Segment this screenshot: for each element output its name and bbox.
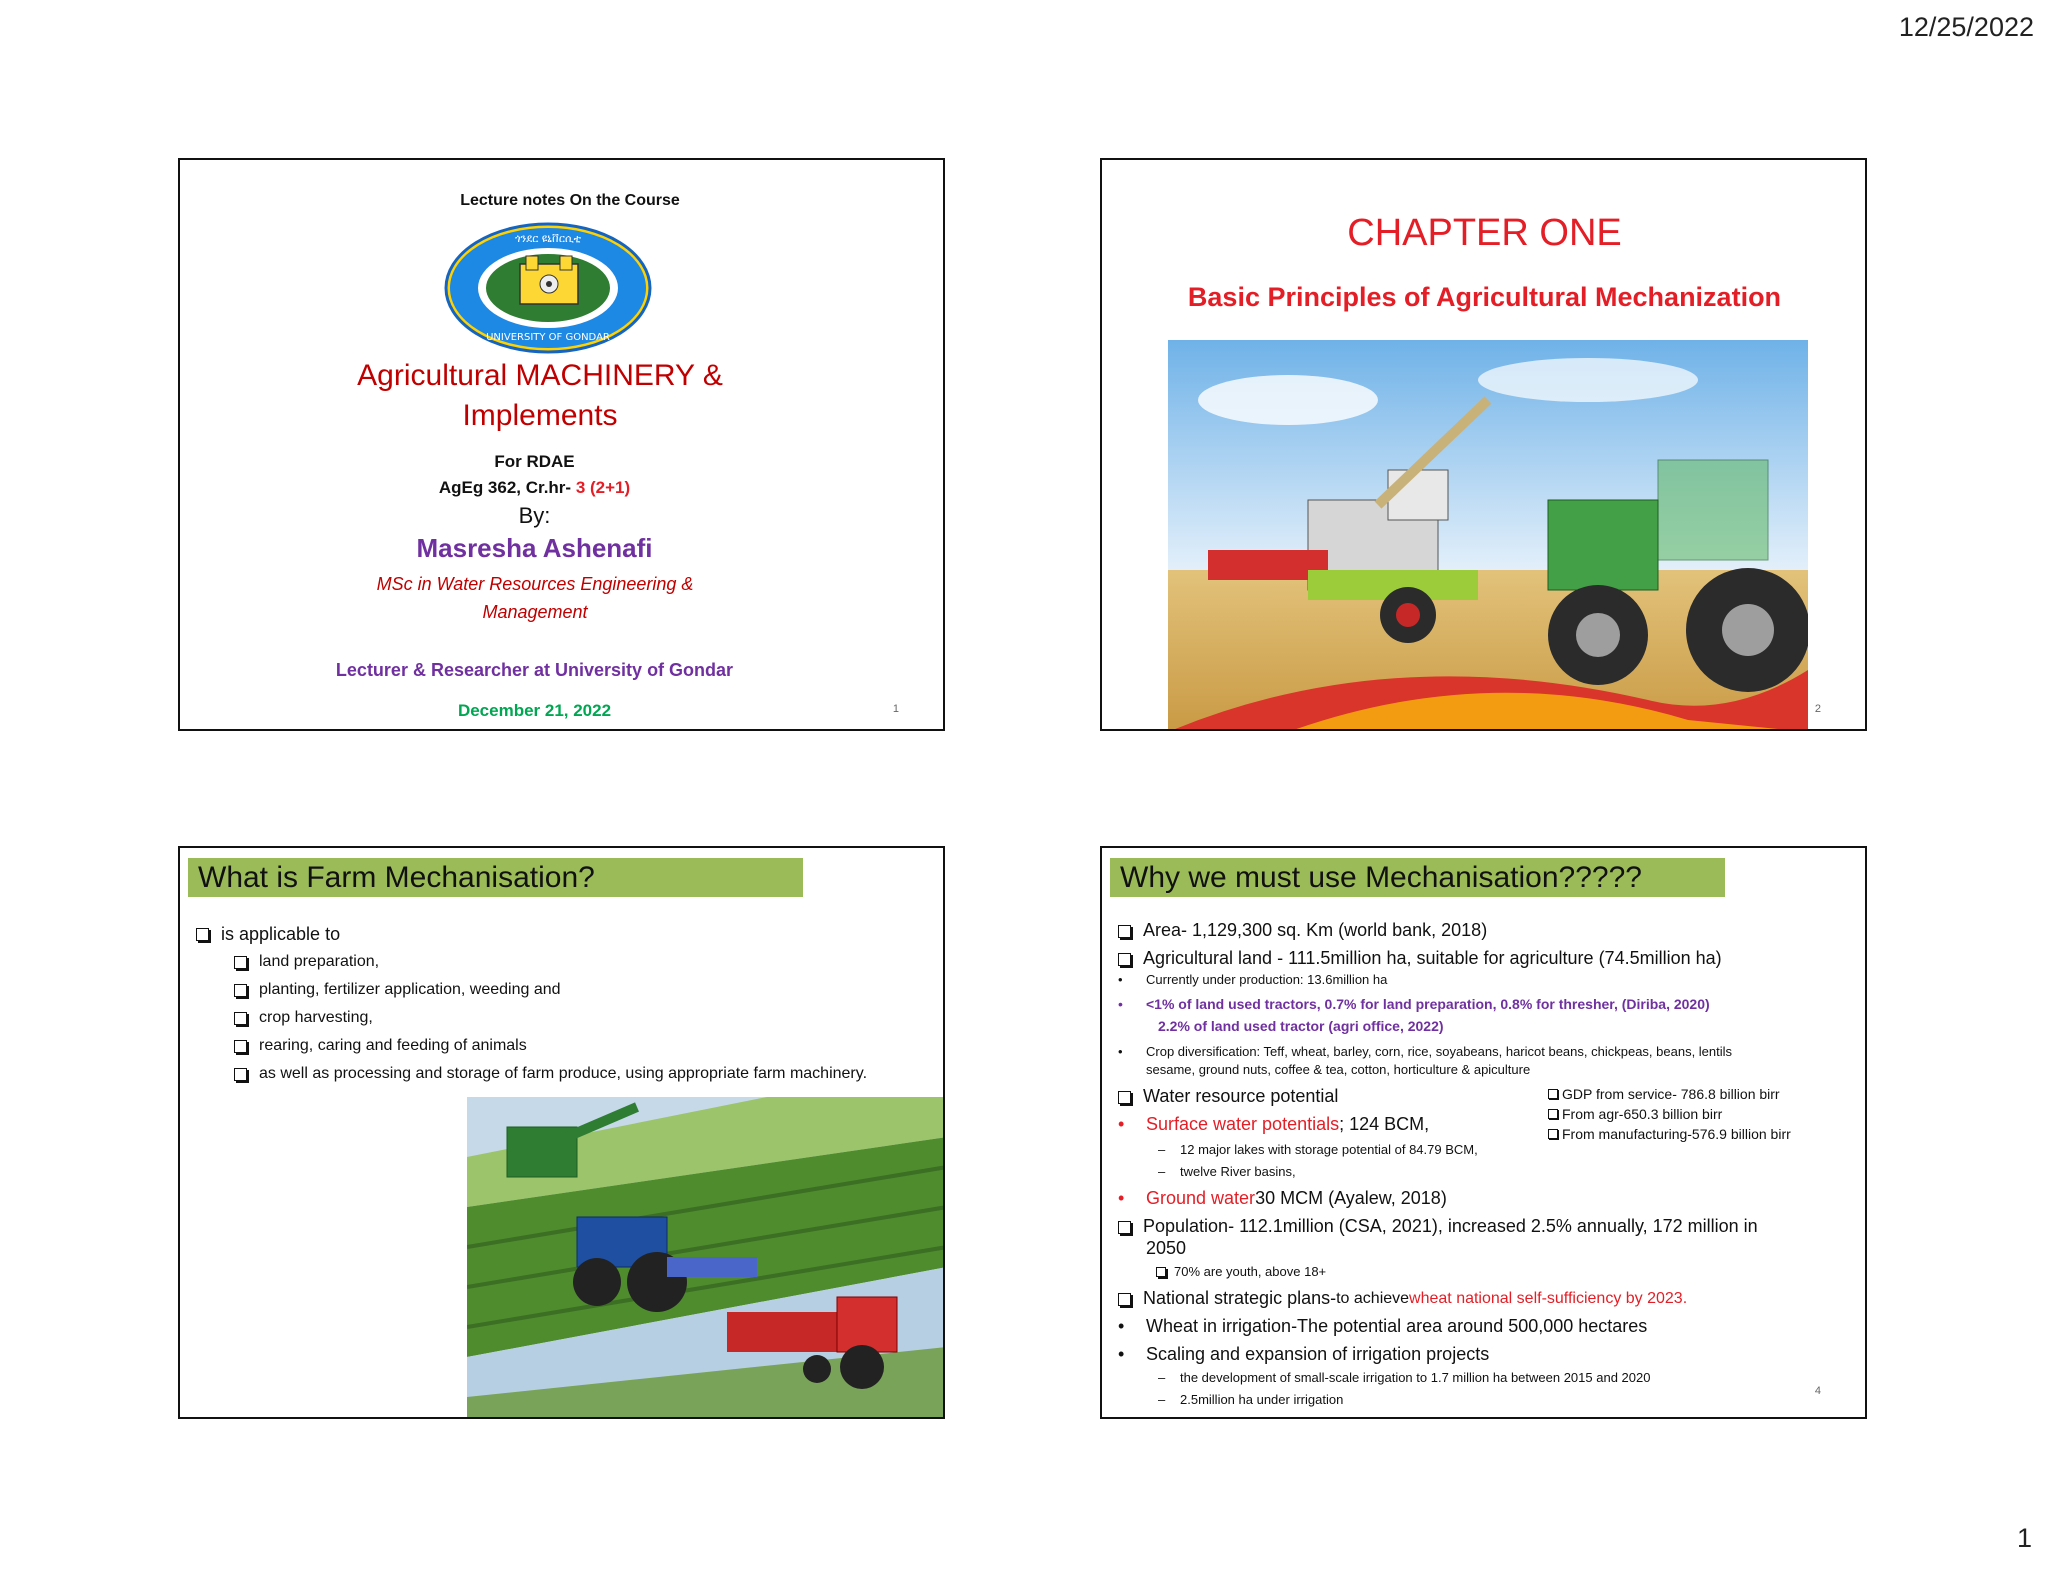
list-item: rearing, caring and feeding of animals [196, 1032, 867, 1060]
checkbox-bullet-icon [196, 928, 209, 941]
slide-number: 2 [1814, 703, 1821, 715]
course-code: AgEg 362, Cr.hr- 3 (2+1) [438, 478, 631, 497]
sub-item: – twelve River basins, [1158, 1164, 1296, 1179]
author-name: Masresha Ashenafi [416, 533, 653, 563]
list-item: as well as processing and storage of farm produce, using appropriate farm machinery. [196, 1060, 867, 1088]
author-position: Lecturer & Researcher at University of Gondar [335, 660, 734, 680]
list-item: planting, fertilizer application, weeding and [196, 976, 867, 1004]
list-item: National strategic plans- to achieve wheat national self-sufficiency by 2023. [1118, 1288, 1687, 1309]
slide-2-chapter [1100, 158, 1867, 731]
checkbox-bullet-icon [234, 1040, 247, 1053]
slide-date: December 21, 2022 [457, 701, 612, 720]
list-lead: is applicable to [196, 920, 867, 948]
course-title: Agricultural MACHINERY & Implements [357, 359, 723, 432]
list-item: Water resource potential [1118, 1086, 1338, 1107]
page-number: 1 [2016, 1523, 2032, 1553]
for-program: For RDAE [494, 452, 575, 471]
chapter-title: CHAPTER ONE [1347, 212, 1622, 254]
list-item: • Ground water 30 MCM (Ayalew, 2018) [1118, 1188, 1447, 1208]
farm-machinery-collage-image [467, 1097, 945, 1419]
slide-number: 4 [1814, 1385, 1821, 1397]
logo-script: ጎንደር ዩኒቨርሲቲ [514, 232, 582, 245]
checkbox-bullet-icon [234, 1068, 247, 1081]
checkbox-bullet-icon [1118, 1091, 1131, 1104]
logo-text: UNIVERSITY OF GONDAR [486, 332, 610, 343]
checkbox-bullet-icon [234, 984, 247, 997]
harvester-tractor-image [1168, 340, 1808, 731]
slide-heading: What is Farm Mechanisation? [188, 858, 803, 897]
list-item: • Currently under production: 13.6million ha [1118, 972, 1388, 987]
checkbox-bullet-icon [1118, 1221, 1131, 1234]
list-item-continuation: sesame, ground nuts, coffee & tea, cotton, horticulture & apiculture [1146, 1062, 1531, 1077]
checkbox-bullet-icon [1156, 1267, 1166, 1277]
course-label: Lecture notes On the Course [460, 192, 680, 209]
checkbox-bullet-icon [234, 956, 247, 969]
list-item: Population- 112.1million (CSA, 2021), increased 2.5% annually, 172 million in [1118, 1216, 1758, 1237]
header-date: 12/25/2022 [1898, 12, 2034, 42]
list-item: • Surface water potentials ; 124 BCM, [1118, 1114, 1430, 1134]
checkbox-bullet-icon [1118, 953, 1131, 966]
checkbox-bullet-icon [1548, 1089, 1558, 1099]
list-item: land preparation, [196, 948, 867, 976]
list-item: Area- 1,129,300 sq. Km (world bank, 2018) [1118, 920, 1487, 941]
sub-item: – the development of small-scale irrigation to 1.7 million ha between 2015 and 2020 [1158, 1370, 1651, 1385]
sub-item: – 2.5million ha under irrigation [1158, 1392, 1344, 1407]
list-item: • <1% of land used tractors, 0.7% for land preparation, 0.8% for thresher, (Diriba, 2020) [1118, 996, 1710, 1012]
slide-1-title [178, 158, 945, 731]
list-item: • Crop diversification: Teff, wheat, barley, corn, rice, soyabeans, haricot beans, chickpeas, beans, lentils [1118, 1044, 1733, 1059]
chapter-subtitle: Basic Principles of Agricultural Mechanization [1187, 282, 1782, 312]
checkbox-bullet-icon [1548, 1109, 1558, 1119]
university-logo [444, 222, 652, 354]
gdp-item: From manufacturing-576.9 billion birr [1548, 1126, 1791, 1142]
list-item-continuation: 2050 [1146, 1238, 1187, 1258]
list-item: • Scaling and expansion of irrigation projects [1118, 1344, 1490, 1364]
list-item: • Wheat in irrigation-The potential area around 500,000 hectares [1118, 1316, 1648, 1336]
sub-item: – 12 major lakes with storage potential of 84.79 BCM, [1158, 1142, 1478, 1157]
slide-heading: Why we must use Mechanisation????? [1110, 858, 1725, 897]
sub-item: 70% are youth, above 18+ [1156, 1264, 1326, 1279]
checkbox-bullet-icon [1118, 1293, 1131, 1306]
slide-3-farm-mechanisation [178, 846, 945, 1419]
list-item: Agricultural land - 111.5million ha, suitable for agriculture (74.5million ha) [1118, 948, 1722, 969]
gdp-item: From agr-650.3 billion birr [1548, 1106, 1722, 1122]
checkbox-bullet-icon [1118, 925, 1131, 938]
slide-4-why-mechanisation [1100, 846, 1867, 1419]
definition-list [196, 920, 867, 1088]
list-item-continuation: 2.2% of land used tractor (agri office, 2022) [1158, 1018, 1444, 1034]
slide-number: 1 [892, 703, 899, 715]
gdp-item: GDP from service- 786.8 billion birr [1548, 1086, 1780, 1102]
checkbox-bullet-icon [1548, 1129, 1558, 1139]
by-label: By: [518, 503, 551, 528]
checkbox-bullet-icon [234, 1012, 247, 1025]
list-item: crop harvesting, [196, 1004, 867, 1032]
author-degree: MSc in Water Resources Engineering & Management [376, 574, 694, 622]
